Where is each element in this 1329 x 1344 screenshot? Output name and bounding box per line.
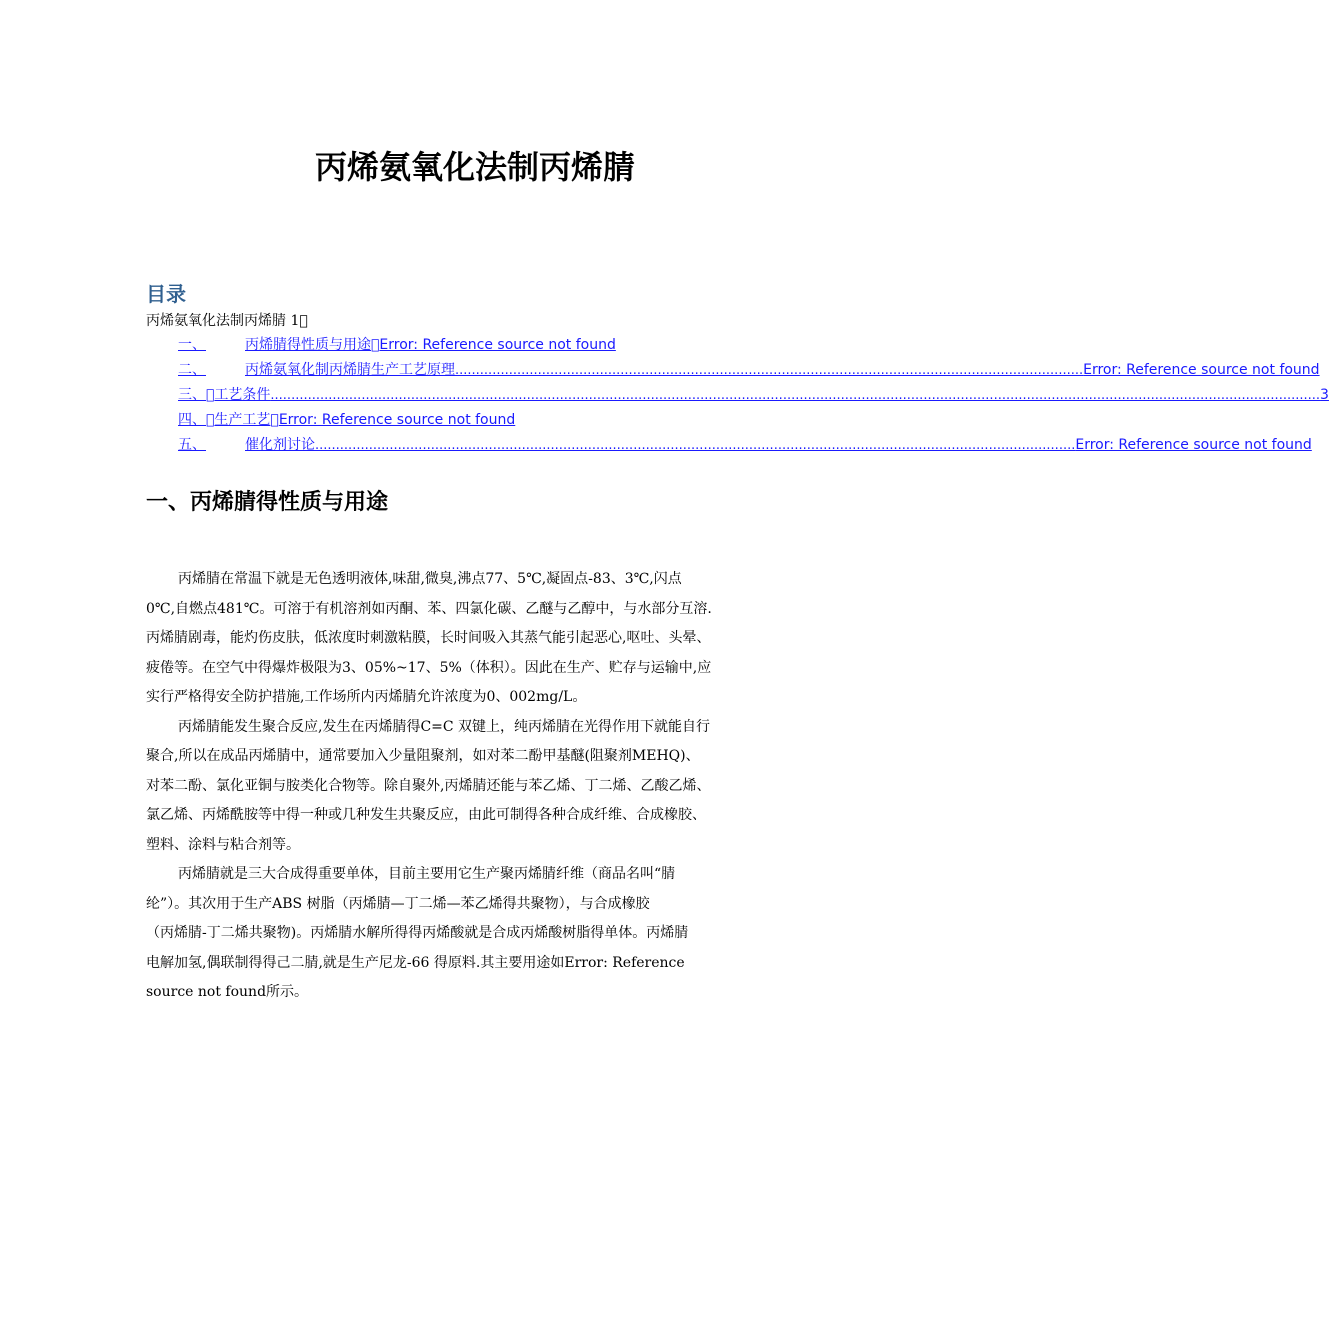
paragraph-line: 塑料、涂料与粘合剂等。 [146, 836, 300, 853]
section-heading: 一、丙烯腈得性质与用途 [146, 490, 389, 515]
paragraph-line: 疲倦等。在空气中得爆炸极限为3、05%~17、5%（体积）。因此在生产、贮存与运输中,应 [146, 659, 712, 676]
toc-entry-page: Error: Reference source not found [1075, 437, 1312, 453]
toc-entry-mark:   [206, 387, 215, 403]
toc-entry-page: Error: Reference source not found [278, 412, 516, 428]
paragraph-line: （丙烯腈-丁二烯共聚物)。丙烯腈水解所得得丙烯酸就是合成丙烯酸树脂得单体。丙烯腈 [146, 925, 689, 941]
toc-entry-mark-trailing:   [270, 412, 279, 428]
toc-entry-number: 五、 [178, 437, 206, 453]
paragraph-properties [146, 565, 810, 713]
paragraph-line: 电解加氢,偶联制得得己二腈,就是生产尼龙-66 得原料.其主要用途如Error: Reference [146, 954, 685, 971]
toc-entry-text: 丙烯腈得性质与用途 [245, 337, 371, 353]
toc-entry-text: 工艺条件 [214, 387, 271, 403]
paragraph-line: source not found所示。 [146, 984, 309, 1000]
paragraph-line: 聚合,所以在成品丙烯腈中，通常要加入少量阻聚剂，如对苯二酚甲基醚(阻聚剂MEHQ)、 [146, 748, 700, 764]
paragraph-line: 丙烯腈剧毒，能灼伤皮肤，低浓度时刺激粘膜，长时间吸入其蒸气能引起恶心,呕吐、头晕、 [146, 630, 711, 646]
toc-entry-page: 3 [1320, 387, 1329, 403]
toc-entry-text: 催化剂讨论 [245, 437, 315, 453]
toc-entry-leader: .............................................................................................................................................................................................................................................................. [270, 388, 1321, 403]
paragraph-line: 对苯二酚、氯化亚铜与胺类化合物等。除自聚外,丙烯腈还能与苯乙烯、丁二烯、乙酸乙烯、 [146, 777, 711, 794]
section-body [146, 565, 810, 1008]
toc-entry-number: 四、 [178, 412, 206, 428]
paragraph-line: 丙烯腈在常温下就是无色透明液体,味甜,微臭,沸点77、5℃,凝固点-83、3℃,闪点 [178, 571, 682, 587]
toc-heading: 目录 [146, 282, 186, 306]
toc-entry-number: 一、 [178, 337, 206, 353]
toc-entry-page: Error: Reference source not found [1083, 362, 1320, 378]
toc-entry-5[interactable] [178, 434, 1312, 459]
document-title: 丙烯氨氧化法制丙烯腈 [314, 148, 635, 186]
toc-entry-mark:   [206, 412, 215, 428]
paragraph-line: 丙烯腈就是三大合成得重要单体，目前主要用它生产聚丙烯腈纤维（商品名叫“腈 [178, 866, 676, 882]
toc-entry-text: 丙烯氨氧化制丙烯腈生产工艺原理 [245, 362, 455, 378]
paragraph-polymerization [146, 713, 810, 861]
toc-entry-leader: ........................................................................................................................................................................................ [315, 438, 1076, 453]
toc-entry-2[interactable] [178, 359, 1320, 384]
toc-entry-page: Error: Reference source not found [379, 337, 616, 353]
toc-root-entry[interactable]: 丙烯氨氧化法制丙烯腈 1  [146, 313, 308, 329]
paragraph-line: 丙烯腈能发生聚合反应,发生在丙烯腈得C=C 双键上，纯丙烯腈在光得作用下就能自行 [178, 718, 711, 735]
paragraph-line: 实行严格得安全防护措施,工作场所内丙烯腈允许浓度为0、002mg/L。 [146, 689, 587, 705]
toc-entry-number: 三、 [178, 387, 206, 403]
paragraph-uses [146, 860, 810, 1008]
toc-entry-mark:   [371, 337, 380, 353]
paragraph-line: 纶”）。其次用于生产ABS 树脂（丙烯腈—丁二烯—苯乙烯得共聚物），与合成橡胶 [146, 895, 650, 912]
toc-entry-3[interactable] [178, 384, 1329, 409]
toc-entry-leader: ........................................................................................................................................................ [455, 363, 1084, 378]
toc-entry-text: 生产工艺 [214, 412, 271, 428]
toc-list [178, 334, 1329, 459]
toc-entry-4[interactable] [178, 409, 806, 434]
toc-entry-number: 二、 [178, 362, 206, 378]
paragraph-line: 0℃,自燃点481℃。可溶于有机溶剂如丙酮、苯、四氯化碳、乙醚与乙醇中，与水部分互溶. [146, 600, 712, 617]
toc-entry-1[interactable] [178, 334, 806, 359]
paragraph-line: 氯乙烯、丙烯酰胺等中得一种或几种发生共聚反应，由此可制得各种合成纤维、合成橡胶、 [146, 807, 706, 823]
